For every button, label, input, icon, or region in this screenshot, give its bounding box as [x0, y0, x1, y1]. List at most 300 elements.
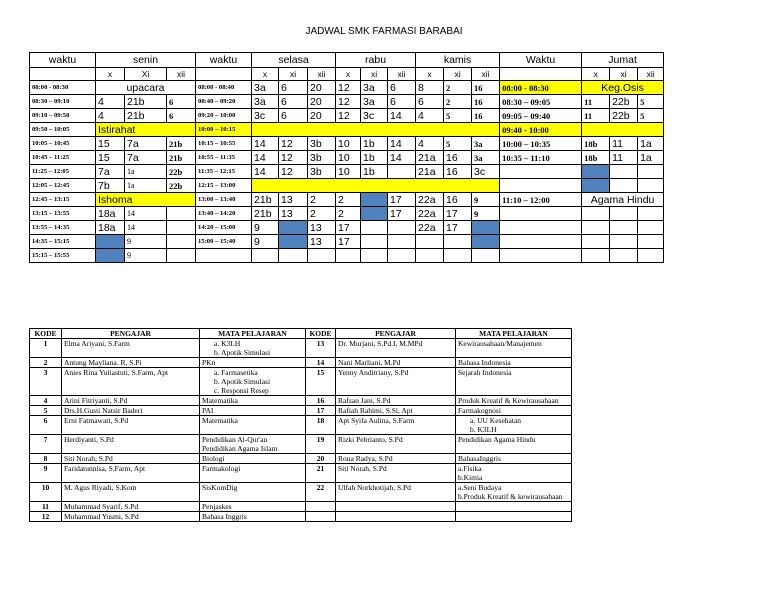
teacher-name: Siti Norah, S.Pd	[62, 454, 200, 464]
time-slot: 15:00 – 15:40	[196, 235, 252, 249]
selasa-xii: 13	[308, 235, 336, 249]
teacher-code: 13	[306, 339, 336, 358]
rabu-xi	[361, 235, 388, 249]
subject-cell	[456, 502, 572, 512]
selasa-xii: 20	[308, 109, 336, 123]
subject-cell	[456, 483, 572, 502]
column-header: KODE	[30, 329, 62, 339]
selasa-xii: 3b	[308, 137, 336, 151]
senin-xii: 22b	[167, 179, 196, 193]
header-waktu-3: Waktu	[500, 53, 582, 68]
header-waktu: waktu	[30, 53, 96, 68]
teacher-name	[336, 512, 456, 522]
teacher-row	[30, 512, 572, 522]
subject-cell	[200, 454, 306, 464]
senin-xii: 21b	[167, 151, 196, 165]
subject-cell	[200, 416, 306, 435]
column-header: MATA PELAJARAN	[200, 329, 306, 339]
kamis-x: 22a	[416, 207, 444, 221]
subject-line: BahasaInggris	[458, 454, 501, 463]
jumat-x	[582, 179, 610, 193]
subject-cell	[456, 368, 572, 396]
time-slot: 10:15 – 10:55	[196, 137, 252, 151]
subject-cell	[456, 406, 572, 416]
rabu-xi	[361, 221, 388, 235]
kamis-xii: 3a	[472, 137, 500, 151]
jumat-xi	[610, 221, 638, 235]
subject-line: b.Produk Kreatif & kewirausahaan	[458, 492, 563, 501]
subject-line: Bahasa Inggris	[202, 512, 247, 521]
jumat-x: 11	[582, 109, 610, 123]
selasa-xi: 12	[279, 165, 308, 179]
teacher-code: 16	[306, 396, 336, 406]
teacher-code: 21	[306, 464, 336, 483]
senin-xii	[167, 235, 196, 249]
teacher-row	[30, 396, 572, 406]
teacher-row	[30, 358, 572, 368]
rabu-x: 12	[336, 109, 361, 123]
time-slot: 08:00 - 08:40	[196, 81, 252, 95]
header-blank	[30, 68, 96, 81]
time-slot	[500, 235, 582, 249]
header-kamis: kamis	[416, 53, 500, 68]
selasa-xii: 3b	[308, 165, 336, 179]
time-slot: 08:30 – 09:05	[500, 95, 582, 109]
teacher-code: 12	[30, 512, 62, 522]
time-slot: 10:00 – 10:35	[500, 137, 582, 151]
subject-cell	[200, 406, 306, 416]
time-slot: 09:05 – 09:40	[500, 109, 582, 123]
time-slot	[500, 221, 582, 235]
rabu-xi: 1b	[361, 137, 388, 151]
subject-cell	[200, 368, 306, 396]
time-slot	[500, 207, 582, 221]
schedule-row	[30, 207, 664, 221]
senin-xi: 9	[125, 249, 167, 263]
header-selasa: selasa	[252, 53, 336, 68]
teacher-name: Erni Fatmawati, S.Pd	[62, 416, 200, 435]
jumat-xii: 5	[638, 95, 664, 109]
teacher-code	[306, 512, 336, 522]
rabu-x: 17	[336, 235, 361, 249]
time-slot: 11:10 – 12:00	[500, 193, 582, 207]
senin-xii: 6	[167, 109, 196, 123]
jumat-xi: 22b	[610, 109, 638, 123]
jumat-x: 11	[582, 95, 610, 109]
subject-line: Matematika	[202, 396, 238, 405]
time-slot: 12:45 – 13:15	[30, 193, 96, 207]
senin-xi: 14	[125, 207, 167, 221]
kamis-xii: 16	[472, 81, 500, 95]
schedule-row	[30, 109, 664, 123]
rabu-xii	[388, 249, 416, 263]
schedule-header-classes	[30, 68, 664, 81]
jumat-x: 18b	[582, 137, 610, 151]
rabu-x: 10	[336, 137, 361, 151]
kamis-xii: 9	[472, 193, 500, 207]
subject-cell	[200, 339, 306, 358]
time-slot: 08:40 – 09:20	[196, 95, 252, 109]
rabu-xii: 6	[388, 95, 416, 109]
subject-line: Sejarah Indonesia	[458, 368, 512, 377]
teacher-code: 4	[30, 396, 62, 406]
teacher-row	[30, 483, 572, 502]
selasa-xi: 12	[279, 151, 308, 165]
jumat-xi	[610, 207, 638, 221]
jumat-break	[582, 123, 664, 137]
time-slot	[196, 249, 252, 263]
subject-line: Penjaskes	[202, 502, 232, 511]
teacher-row	[30, 454, 572, 464]
selasa-xi: 6	[279, 95, 308, 109]
jumat-xi: 22b	[610, 95, 638, 109]
rabu-x	[336, 249, 361, 263]
jumat-xi: 11	[610, 151, 638, 165]
schedule-row	[30, 193, 664, 207]
subject-line: SisKomDig	[202, 483, 238, 492]
rabu-xii: 14	[388, 137, 416, 151]
teacher-code: 9	[30, 464, 62, 483]
schedule-row	[30, 179, 664, 193]
teacher-code	[306, 502, 336, 512]
rabu-x: 12	[336, 81, 361, 95]
senin-xi: 14	[125, 221, 167, 235]
header-senin: senin	[96, 53, 196, 68]
jumat-xii	[638, 165, 664, 179]
schedule-row	[30, 221, 664, 235]
senin-xi: 21b	[125, 95, 167, 109]
teacher-code: 19	[306, 435, 336, 454]
schedule-row	[30, 165, 664, 179]
subject-line: a. K3LH	[214, 339, 241, 348]
kamis-xii: 9	[472, 207, 500, 221]
header-class: xi	[361, 68, 388, 81]
header-class: Xi	[125, 68, 167, 81]
time-slot: 14:20 – 15:00	[196, 221, 252, 235]
rabu-xii: 14	[388, 109, 416, 123]
teacher-name: Nani Marliani, M.Pd	[336, 358, 456, 368]
kamis-xi: 16	[444, 193, 472, 207]
teacher-code: 7	[30, 435, 62, 454]
rabu-xi: 3a	[361, 95, 388, 109]
kamis-xii: 3c	[472, 165, 500, 179]
senin-xi: 1a	[125, 179, 167, 193]
jumat-xii: 5	[638, 109, 664, 123]
kamis-xii: 16	[472, 95, 500, 109]
rabu-xi: 3a	[361, 81, 388, 95]
teacher-row	[30, 368, 572, 396]
header-class: xii	[388, 68, 416, 81]
header-jumat: Jumat	[582, 53, 664, 68]
subject-cell	[456, 512, 572, 522]
page-title: JADWAL SMK FARMASI BARABAI	[305, 26, 463, 37]
selasa-xi: 6	[279, 109, 308, 123]
kamis-xi: 17	[444, 207, 472, 221]
teacher-code: 2	[30, 358, 62, 368]
header-class: xi	[610, 68, 638, 81]
kamis-x: 8	[416, 81, 444, 95]
jumat-x	[582, 235, 610, 249]
rabu-xii	[388, 221, 416, 235]
jumat-x	[582, 249, 610, 263]
teacher-name: Arini Fitriyanti, S.Pd	[62, 396, 200, 406]
time-slot: 13:40 – 14:20	[196, 207, 252, 221]
subject-line: Pendidikan Agama Hindu	[458, 435, 536, 444]
jumat-note: Agama Hindu	[582, 193, 664, 207]
subject-line: Bahasa Indonesia	[458, 358, 511, 367]
kamis-x: 21a	[416, 165, 444, 179]
subject-cell	[456, 464, 572, 483]
teacher-row	[30, 406, 572, 416]
selasa-xi: 6	[279, 81, 308, 95]
selasa-x: 14	[252, 137, 279, 151]
jumat-x	[582, 221, 610, 235]
column-header: PENGAJAR	[62, 329, 200, 339]
schedule-row	[30, 249, 664, 263]
teacher-code: 15	[306, 368, 336, 396]
jumat-xi	[610, 235, 638, 249]
senin-xi: 1a	[125, 165, 167, 179]
senin-note: Ishoma	[96, 193, 196, 207]
teacher-name: Rafiah Rahimi, S.Si, Apt	[336, 406, 456, 416]
rabu-x: 12	[336, 95, 361, 109]
header-class: xii	[308, 68, 336, 81]
kamis-x: 6	[416, 95, 444, 109]
subject-cell	[456, 416, 572, 435]
rabu-xii: 17	[388, 207, 416, 221]
rabu-xii: 14	[388, 151, 416, 165]
subject-line: Pendidikan Agama Islam	[202, 444, 278, 453]
subject-line: a. UU Kesehatan	[470, 416, 522, 425]
selasa-xii: 13	[308, 221, 336, 235]
subject-line: c. Responsi Resep	[214, 386, 269, 395]
selasa-x: 9	[252, 235, 279, 249]
jumat-x: 18b	[582, 151, 610, 165]
jumat-xi	[610, 165, 638, 179]
kamis-xi: 16	[444, 165, 472, 179]
teacher-row	[30, 416, 572, 435]
senin-xii: 22b	[167, 165, 196, 179]
time-slot: 13:15 – 13:55	[30, 207, 96, 221]
subject-cell	[200, 502, 306, 512]
selasa-xii: 2	[308, 207, 336, 221]
time-slot: 10:00 – 10:15	[196, 123, 252, 137]
subject-cell	[200, 512, 306, 522]
kamis-x: 21a	[416, 151, 444, 165]
senin-note: upacara	[96, 81, 196, 95]
senin-xii	[167, 207, 196, 221]
break-bar	[252, 123, 500, 137]
jumat-x	[582, 207, 610, 221]
subject-cell	[456, 454, 572, 464]
senin-x	[96, 249, 125, 263]
jumat-xi	[610, 179, 638, 193]
time-slot	[500, 165, 582, 179]
rabu-xi	[361, 249, 388, 263]
subject-line: Farmakognosi	[458, 406, 501, 415]
rabu-xii: 17	[388, 193, 416, 207]
subject-cell	[200, 464, 306, 483]
header-class: xii	[472, 68, 500, 81]
schedule-row	[30, 137, 664, 151]
kamis-xii	[472, 221, 500, 235]
teacher-code: 11	[30, 502, 62, 512]
teacher-name: Siti Norah, S.Pd	[336, 464, 456, 483]
selasa-x: 14	[252, 151, 279, 165]
teacher-name: Herdiyanti, S.Pd	[62, 435, 200, 454]
selasa-xi	[279, 235, 308, 249]
header-rabu: rabu	[336, 53, 416, 68]
subject-line: b. Apotik Simulasi	[214, 348, 271, 357]
column-header: MATA PELAJARAN	[456, 329, 572, 339]
time-slot: 10:05 – 10:45	[30, 137, 96, 151]
rabu-x: 17	[336, 221, 361, 235]
subject-line: Kewirausahaan/Manajemen	[458, 339, 542, 348]
teacher-code: 17	[306, 406, 336, 416]
subject-line: b. Apotik Simulasi	[214, 377, 271, 386]
selasa-x: 3c	[252, 109, 279, 123]
subject-line: a.Fisika	[458, 464, 482, 473]
subject-line: Produk Kreatif & Kewirausahaan	[458, 396, 559, 405]
kamis-xii	[472, 235, 500, 249]
kamis-xii: 16	[472, 109, 500, 123]
time-slot: 08:00 - 08:30	[30, 81, 96, 95]
subject-cell	[456, 435, 572, 454]
time-slot: 10:35 – 11:10	[500, 151, 582, 165]
selasa-x: 3a	[252, 95, 279, 109]
teacher-name: M. Agus Riyadi, S.Kom	[62, 483, 200, 502]
selasa-xi	[279, 249, 308, 263]
teacher-name: Rona Radya, S.Pd	[336, 454, 456, 464]
subject-cell	[200, 435, 306, 454]
time-slot: 11:35 – 12:15	[196, 165, 252, 179]
subject-line: a. Farmasetika	[214, 368, 258, 377]
senin-xii	[167, 221, 196, 235]
selasa-xii: 20	[308, 95, 336, 109]
senin-x: 7a	[96, 165, 125, 179]
teacher-code: 18	[306, 416, 336, 435]
teacher-code: 6	[30, 416, 62, 435]
teacher-name: Muhammad Yusmi, S.Pd	[62, 512, 200, 522]
time-slot: 13:00 – 13:40	[196, 193, 252, 207]
teacher-name: Anies Rina Yuliastuti, S.Farm, Apt	[62, 368, 200, 396]
selasa-x: 21b	[252, 193, 279, 207]
senin-x: 7b	[96, 179, 125, 193]
header-class: xi	[444, 68, 472, 81]
teacher-name: Yenny Anditriany, S.Pd	[336, 368, 456, 396]
jumat-xii	[638, 207, 664, 221]
kamis-xii: 3a	[472, 151, 500, 165]
selasa-xii: 2	[308, 193, 336, 207]
kamis-xii	[472, 249, 500, 263]
time-slot: 11:25 – 12:05	[30, 165, 96, 179]
jumat-xii: 1a	[638, 151, 664, 165]
senin-xii: 6	[167, 95, 196, 109]
teacher-code-table	[29, 328, 572, 522]
schedule-row	[30, 235, 664, 249]
jumat-xii	[638, 179, 664, 193]
rabu-xii: 6	[388, 81, 416, 95]
time-slot: 12:05 – 12:45	[30, 179, 96, 193]
rabu-xi: 1b	[361, 151, 388, 165]
time-slot: 08:00 - 08:30	[500, 81, 582, 95]
subject-cell	[456, 339, 572, 358]
selasa-x: 21b	[252, 207, 279, 221]
kamis-x: 4	[416, 137, 444, 151]
selasa-x: 14	[252, 165, 279, 179]
header-class: x	[336, 68, 361, 81]
rabu-xi	[361, 207, 388, 221]
schedule-header-days	[30, 53, 664, 68]
jumat-x	[582, 165, 610, 179]
selasa-xii	[308, 249, 336, 263]
rabu-xi	[361, 193, 388, 207]
senin-x: 18a	[96, 221, 125, 235]
header-waktu-2: waktu	[196, 53, 252, 68]
kamis-xi: 5	[444, 109, 472, 123]
selasa-x: 3a	[252, 81, 279, 95]
teacher-name: Rafsan Jani, S.Pd	[336, 396, 456, 406]
senin-x: 15	[96, 137, 125, 151]
time-slot	[500, 179, 582, 193]
senin-xii: 21b	[167, 137, 196, 151]
subject-line: PAI	[202, 406, 214, 415]
header-class: xii	[167, 68, 196, 81]
senin-x: 4	[96, 109, 125, 123]
header-class: x	[416, 68, 444, 81]
subject-line: PKn	[202, 358, 216, 367]
teacher-row	[30, 464, 572, 483]
subject-cell	[200, 396, 306, 406]
time-slot: 08:30 – 09:10	[30, 95, 96, 109]
rabu-x: 2	[336, 193, 361, 207]
teacher-name: Muhammad Syarif, S.Pd	[62, 502, 200, 512]
teacher-code-body	[30, 329, 572, 522]
subject-line: b.Kimia	[458, 473, 483, 482]
teacher-row	[30, 339, 572, 358]
schedule-row	[30, 95, 664, 109]
teacher-row	[30, 435, 572, 454]
time-slot: 09:50 – 10:05	[30, 123, 96, 137]
rabu-x: 2	[336, 207, 361, 221]
teacher-code: 5	[30, 406, 62, 416]
teacher-code: 14	[306, 358, 336, 368]
header-class: xi	[279, 68, 308, 81]
senin-x: 4	[96, 95, 125, 109]
subject-cell	[200, 483, 306, 502]
header-blank	[196, 68, 252, 81]
subject-line: b. K3LH	[470, 425, 497, 434]
senin-xii	[167, 249, 196, 263]
kamis-xi: 2	[444, 81, 472, 95]
jumat-xii: 1a	[638, 137, 664, 151]
kamis-xi: 5	[444, 137, 472, 151]
break-bar	[252, 179, 500, 193]
time-slot: 12:15 – 13:00	[196, 179, 252, 193]
header-class: x	[252, 68, 279, 81]
selasa-xi	[279, 221, 308, 235]
jumat-xii	[638, 221, 664, 235]
subject-cell	[200, 358, 306, 368]
kamis-x: 4	[416, 109, 444, 123]
column-header: KODE	[306, 329, 336, 339]
senin-xi: 7a	[125, 151, 167, 165]
time-slot: 14:35 – 15:15	[30, 235, 96, 249]
kamis-xi: 2	[444, 95, 472, 109]
senin-x: 15	[96, 151, 125, 165]
teacher-name: Faridatunnisa, S.Farm, Apt	[62, 464, 200, 483]
time-slot	[500, 249, 582, 263]
